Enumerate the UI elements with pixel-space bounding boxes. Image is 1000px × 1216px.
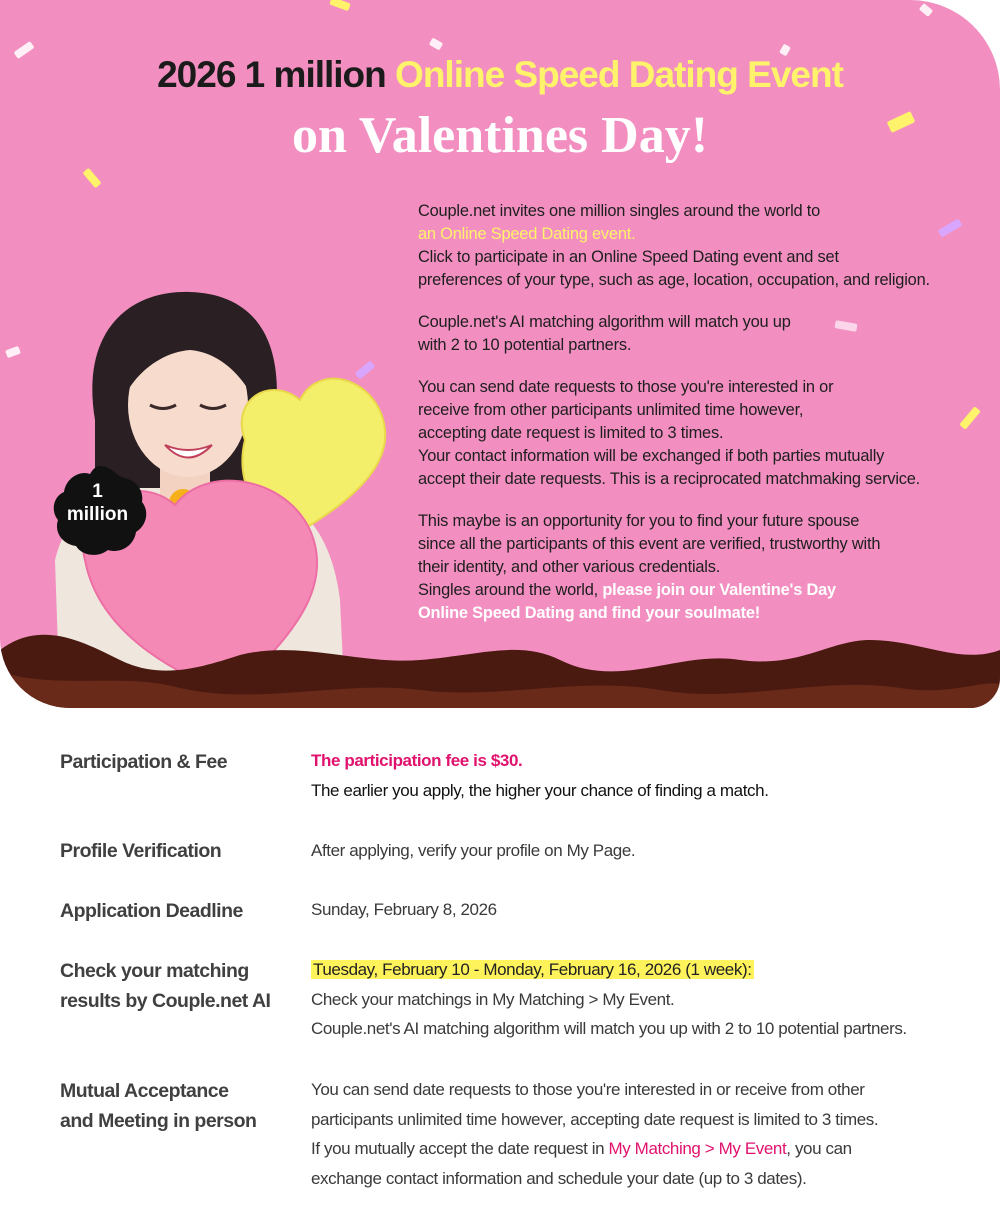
intro-text: Couple.net invites one million singles around the world to: [418, 202, 821, 220]
intro-text: Click to participate in an Online Speed Dating event and set: [418, 248, 839, 266]
detail-label-verification: Profile Verification: [60, 840, 222, 862]
matching-line: Check your matchings in My Matching > My Event.: [311, 989, 675, 1009]
intro-text: Couple.net's AI matching algorithm will match you up: [418, 313, 791, 331]
title-prefix: 2026 1 million: [157, 54, 386, 95]
intro-text: receive from other participants unlimited time however,: [418, 401, 804, 419]
intro-text: with 2 to 10 potential partners.: [418, 336, 632, 354]
intro-text: since all the participants of this event are verified, trustworthy with: [418, 535, 881, 553]
detail-label-matching: [60, 956, 270, 1016]
event-subtitle: on Valentines Day!: [291, 107, 709, 164]
detail-label-fee: Participation & Fee: [60, 751, 228, 773]
fee-amount: The participation fee is $30.: [311, 751, 523, 770]
title-highlight: Online Speed Dating Event: [395, 54, 843, 95]
intro-text: preferences of your type, such as age, location, occupation, and religion.: [418, 271, 930, 289]
acceptance-text: If you mutually accept the date request in: [311, 1139, 605, 1158]
intro-paragraph: [418, 311, 993, 357]
matching-line: Couple.net's AI matching algorithm will match you up with 2 to 10 potential partners.: [311, 1019, 907, 1038]
acceptance-text: , you can: [786, 1139, 852, 1158]
intro-callout: please join our Valentine's Day: [602, 581, 836, 599]
detail-label-acceptance: [60, 1076, 256, 1136]
detail-value-deadline: Sunday, February 8, 2026: [311, 900, 497, 919]
acceptance-line: [311, 1134, 878, 1164]
matching-period: Tuesday, February 10 - Monday, February 16, 2026 (1 week):: [313, 960, 752, 979]
my-event-link[interactable]: My Matching > My Event: [608, 1139, 787, 1158]
acceptance-line: exchange contact information and schedule your date (up to 3 dates).: [311, 1168, 807, 1188]
million-badge: [50, 480, 145, 526]
label-line: results by Couple.net AI: [60, 990, 271, 1012]
detail-value-verification: After applying, verify your profile on My Page.: [311, 841, 636, 860]
badge-word: million: [66, 504, 129, 525]
intro-text: You can send date requests to those you're interested in or: [418, 378, 834, 396]
detail-value-matching: [311, 955, 907, 1044]
intro-text: This maybe is an opportunity for you to find your future spouse: [418, 512, 860, 530]
intro-text: accept their date requests. This is a reciprocated matchmaking service.: [418, 470, 921, 488]
acceptance-line: You can send date requests to those you're interested in or receive from other: [311, 1080, 865, 1099]
label-line: Check your matching: [60, 960, 249, 982]
intro-text: Singles around the world,: [418, 581, 598, 599]
intro-highlight: an Online Speed Dating event.: [418, 225, 636, 243]
intro-paragraph: [418, 200, 993, 292]
fee-note: The earlier you apply, the higher your chance of finding a match.: [311, 780, 769, 800]
acceptance-line: participants unlimited time however, accepting date request is limited to 3 times.: [311, 1109, 879, 1129]
intro-text: their identity, and other various credentials.: [418, 558, 721, 576]
detail-value-acceptance: [311, 1075, 878, 1193]
detail-value-fee: [311, 746, 769, 805]
intro-text: accepting date request is limited to 3 times.: [418, 424, 724, 442]
label-line: and Meeting in person: [60, 1110, 257, 1132]
event-title: [0, 54, 1000, 96]
badge-number: 1: [92, 481, 103, 502]
event-intro: [418, 200, 993, 644]
intro-callout: Online Speed Dating and find your soulmate!: [418, 604, 761, 622]
intro-paragraph: [418, 376, 993, 491]
detail-label-deadline: Application Deadline: [60, 900, 243, 922]
label-line: Mutual Acceptance: [60, 1080, 229, 1102]
intro-paragraph: [418, 510, 993, 625]
intro-text: Your contact information will be exchanged if both parties mutually: [418, 447, 885, 465]
